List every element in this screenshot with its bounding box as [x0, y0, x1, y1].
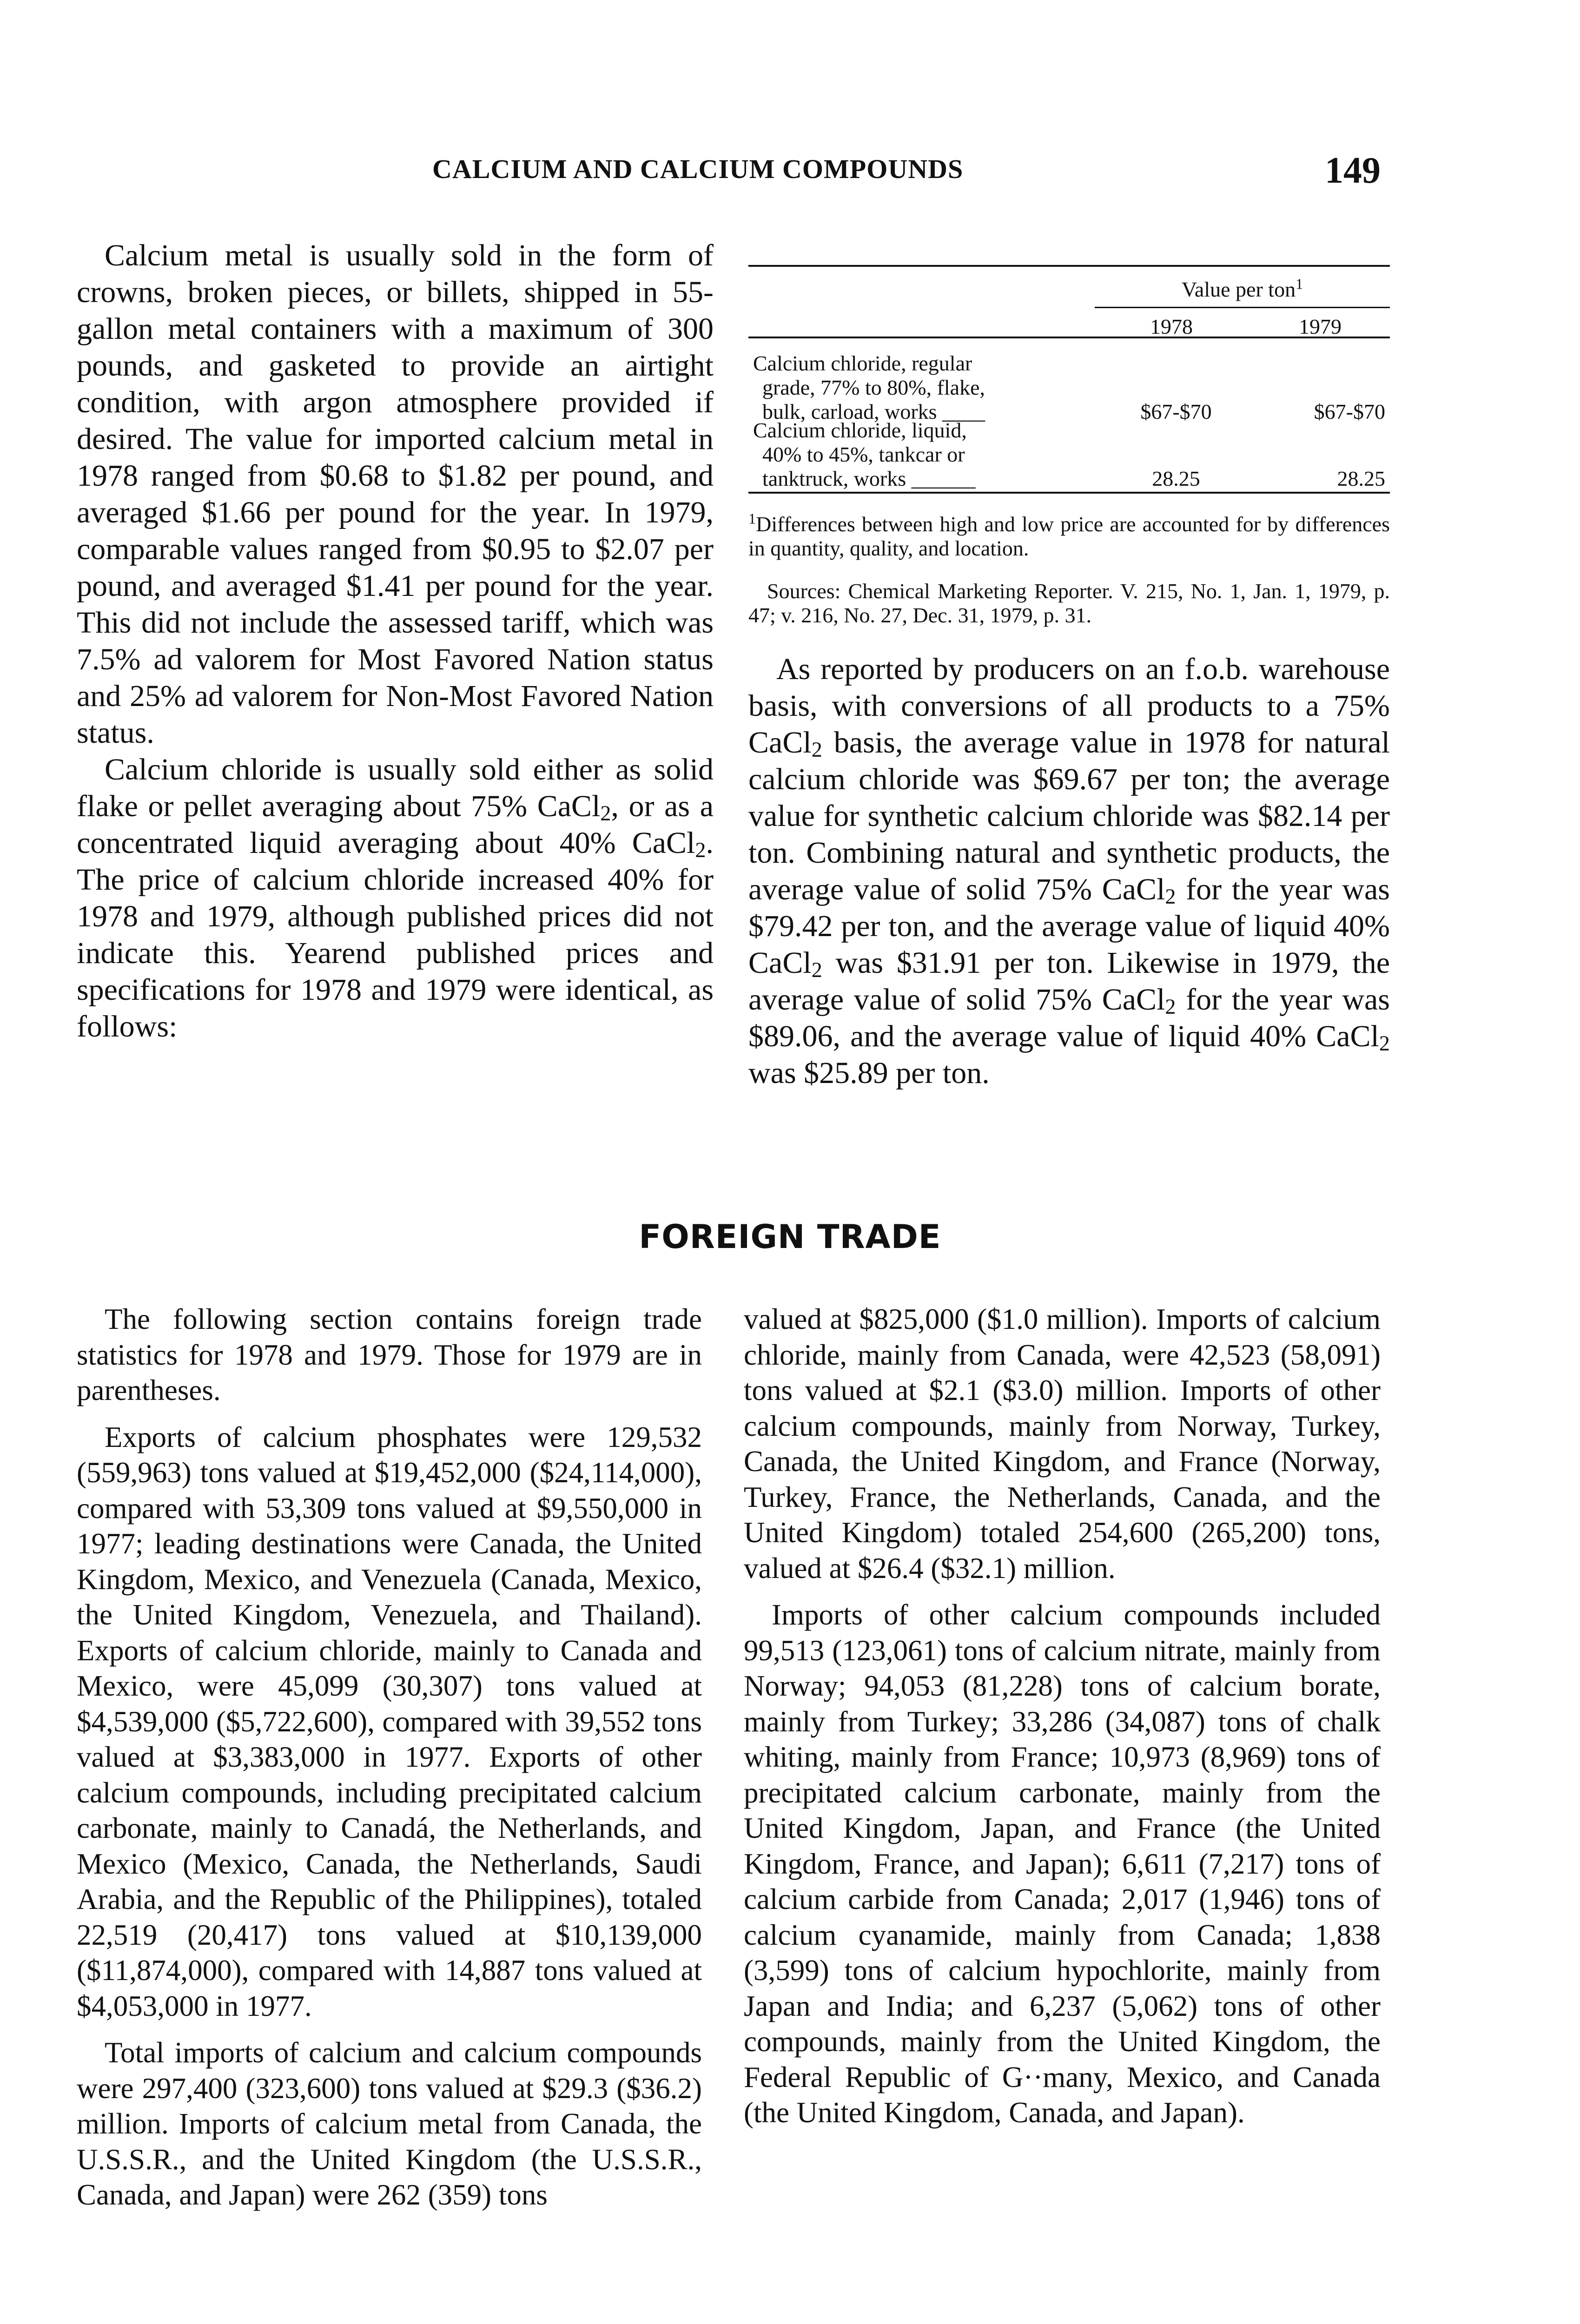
row-label — [753, 351, 1078, 424]
left-column-top — [77, 237, 714, 1045]
row-label-line: bulk, carload, works ____ — [762, 400, 985, 423]
page-header — [432, 150, 1381, 200]
paragraph-imports-continued: valued at $825,000 ($1.0 million). Imports of calcium chloride, mainly from Canada, were 42,523 (58,091) tons valued at $2.1 ($3.0) million. Imports of other calcium compounds, mainly from Norway, Turkey, Canada, the United Kingdom, and France (Norway, Turkey, France, the Netherlands, Canada, and the United Kingdom) totaled 254,600 (265,200) tons, valued at $26.4 ($32.1) million. — [744, 1303, 1381, 1585]
subscript: 2 — [1379, 1031, 1390, 1056]
subscript: 2 — [811, 958, 822, 982]
text-run: was $25.89 per ton. — [748, 1056, 990, 1090]
footnote-mark: 1 — [1296, 275, 1303, 292]
cell-1978: $67-$70 — [1140, 400, 1212, 423]
column-header-1979: 1979 — [1299, 315, 1342, 338]
subscript: 2 — [600, 801, 611, 825]
value-per-ton-header — [1095, 277, 1390, 302]
table-sources: Sources: Chemical Marketing Reporter. V. 215, No. 1, Jan. 1, 1979, p. 47; v. 216, No. 27, Dec. 31, 1979, p. 31. — [748, 579, 1390, 627]
row-label-line: Calcium chloride, liquid, — [753, 418, 967, 442]
row-label-line: Calcium chloride, regular — [753, 351, 972, 375]
row-label-line: 40% to 45%, tankcar or — [762, 442, 965, 466]
text-run: As reported by producers on an f.o.b. warehouse basis, with conversions of all products to a 75% CaCl — [748, 652, 1390, 759]
cell-1979: $67-$70 — [1314, 400, 1385, 423]
text-run: basis, the average value in 1978 for natural calcium chloride was $69.67 per ton; the average value for synthetic calcium chloride was $82.14 per ton. Combining natural and synthetic products, the average value of solid 75% CaCl — [748, 726, 1390, 906]
paragraph-imports: Total imports of calcium and calcium compounds were 297,400 (323,600) tons valued at $29.3 ($36.2) million. Imports of calcium metal from Canada, the U.S.S.R., and the United Kingdom (the U.S.S.R., Canada, and Japan) were 262 (359) tons — [77, 2036, 702, 2211]
footnote-text: Differences between high and low price are accounted for by differences in quantity, quality, and location. — [748, 512, 1390, 560]
footnote-mark: 1 — [748, 510, 756, 527]
text-run: was $31.91 per ton. Likewise in 1979, the average value of solid 75% CaCl — [748, 946, 1390, 1017]
column-header-1978: 1978 — [1150, 315, 1193, 338]
paragraph-average-values — [748, 651, 1390, 1091]
header-group-rule — [1095, 307, 1390, 308]
text-run: for the year was $79.42 per ton, and the average value of liquid 40% CaCl — [748, 872, 1390, 980]
paragraph-calcium-metal: Calcium metal is usually sold in the form of crowns, broken pieces, or billets, shipped in 55-gallon metal containers with a maximum of 300 pounds, and gasketed to provide an airtight condition, with argon atmosphere provided if desired. The value for imported calcium metal in 1978 ranged from $0.68 to $1.82 per pound, and averaged $1.66 per pound for the year. In 1979, comparable values ranged from $0.95 to $2.07 per pound, and averaged $1.41 per pound for the year. This did not include the assessed tariff, which was 7.5% ad valorem for Most Favored Nation status and 25% ad valorem for Non-Most Favored Nation status. — [77, 238, 714, 750]
row-label-line: tanktruck, works ______ — [762, 467, 976, 490]
text-run: , or as a concentrated liquid averaging about 40% CaCl — [77, 789, 714, 860]
price-table-body — [748, 338, 1390, 492]
paragraph-intro: The following section contains foreign trade statistics for 1978 and 1979. Those for 1979 are in parentheses. — [77, 1303, 702, 1406]
subscript: 2 — [695, 838, 706, 862]
right-column-top — [748, 265, 1390, 1091]
text-run: for the year was $89.06, and the average value of liquid 40% CaCl — [748, 983, 1390, 1053]
row-label-line: grade, 77% to 80%, flake, — [762, 376, 985, 399]
text-run: Calcium chloride is usually sold either as solid flake or pellet averaging about 75% CaCl — [77, 753, 714, 823]
subscript: 2 — [1165, 885, 1176, 909]
paragraph-other-compounds: Imports of other calcium compounds included 99,513 (123,061) tons of calcium nitrate, mainly from Norway; 94,053 (81,228) tons of calcium borate, mainly from Turkey; 33,286 (34,087) tons of chalk whiting, mainly from France; 10,973 (8,969) tons of precipitated calcium carbonate, mainly from the United Kingdom, Japan, and France (the United Kingdom, France, and Japan); 6,611 (7,217) tons of calcium carbide from Canada; 2,017 (1,946) tons of calcium cyanamide, mainly from Canada; 1,838 (3,599) tons of calcium hypochlorite, mainly from Japan and India; and 6,237 (5,062) tons of other compounds, mainly from the United Kingdom, the Federal Republic of G··many, Mexico, and Canada (the United Kingdom, Canada, and Japan). — [744, 1598, 1381, 2129]
row-label — [753, 418, 1078, 491]
paragraph-exports: Exports of calcium phosphates were 129,532 (559,963) tons valued at $19,452,000 ($24,114,000), compared with 53,309 tons valued at $9,550,000 in 1977; leading destinations were Canada, the United Kingdom, Mexico, and Venezuela (Canada, Mexico, the United Kingdom, Venezuela, and Thailand). Exports of calcium chloride, mainly to Canada and Mexico, were 45,099 (30,307) tons valued at $4,539,000 ($5,722,600), compared with 39,552 tons valued at $3,383,000 in 1977. Exports of other calcium compounds, including precipitated calcium carbonate, mainly to Canadá, the Netherlands, and Mexico (Mexico, Canada, the Netherlands, Saudi Arabia, and the Republic of the Philippines), totaled 22,519 (20,417) tons valued at $10,139,000 ($11,874,000), compared with 14,887 tons valued at $4,053,000 in 1977. — [77, 1420, 702, 2022]
left-column-bottom — [77, 1301, 702, 2213]
running-head: CALCIUM AND CALCIUM COMPOUNDS — [432, 154, 964, 184]
page-number: 149 — [1325, 150, 1381, 191]
header-text: Value per ton — [1181, 277, 1296, 301]
subscript: 2 — [1165, 995, 1176, 1019]
subscript: 2 — [811, 738, 822, 762]
section-title-foreign-trade: FOREIGN TRADE — [639, 1218, 941, 1256]
table-row — [753, 351, 1390, 424]
table-footnote — [748, 494, 1390, 561]
cell-1979: 28.25 — [1337, 467, 1385, 490]
right-column-bottom — [744, 1301, 1381, 2131]
paragraph-calcium-chloride-pricing — [77, 751, 714, 1045]
price-table-header — [748, 267, 1390, 337]
table-row — [753, 418, 1390, 491]
cell-1978: 28.25 — [1152, 467, 1200, 490]
text-run: . The price of calcium chloride increased 40% for 1978 and 1979, although published prices did not indicate this. Yearend published prices and specifications for 1978 and 1979 were identical, as follows: — [77, 826, 714, 1043]
